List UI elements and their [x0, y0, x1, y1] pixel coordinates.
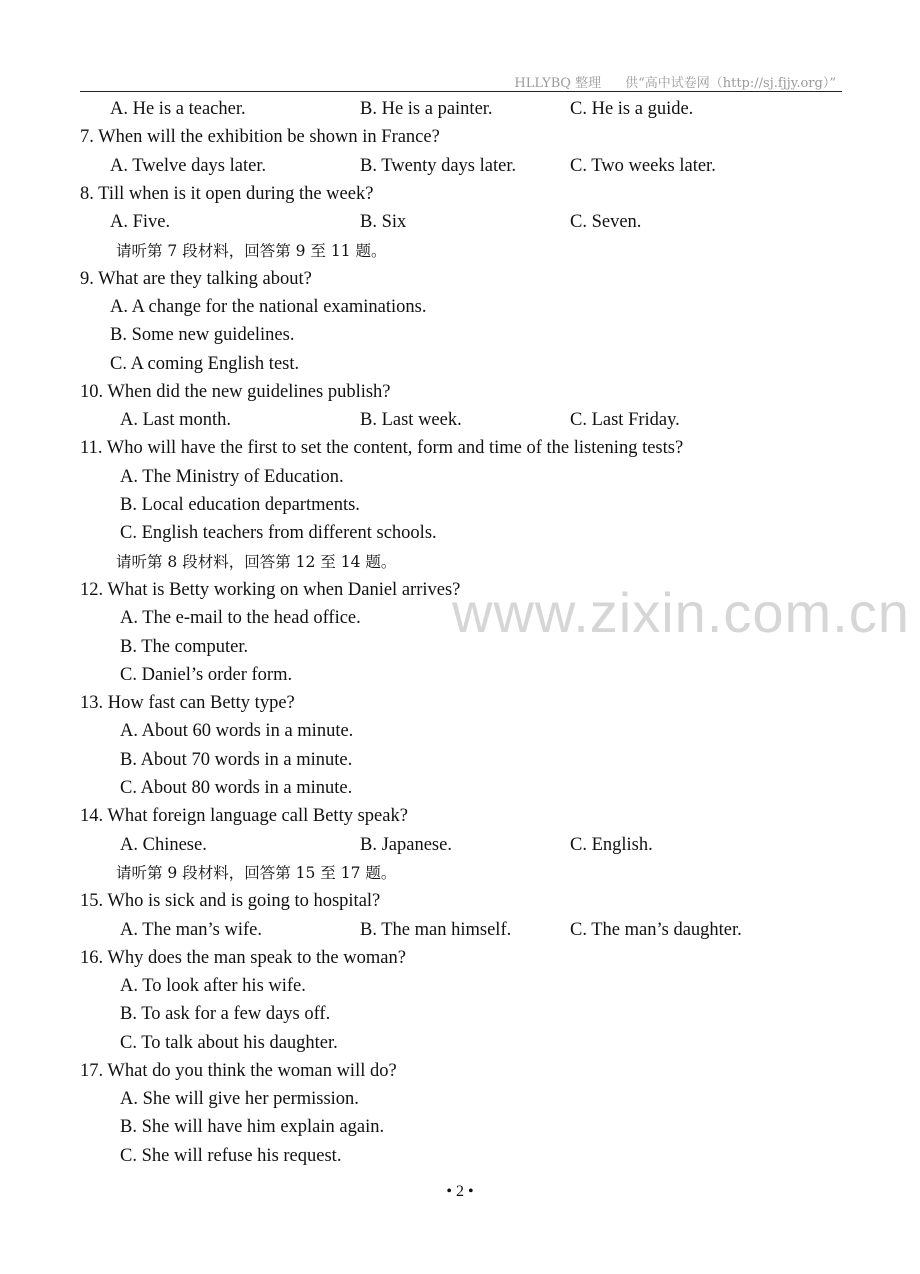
- question-16: 16. Why does the man speak to the woman?: [80, 948, 406, 968]
- q15-option-c: C. The man’s daughter.: [570, 920, 742, 940]
- q6-option-a: A. He is a teacher.: [110, 99, 246, 119]
- question-9: 9. What are they talking about?: [80, 269, 312, 289]
- q13-option-c: C. About 80 words in a minute.: [120, 778, 353, 798]
- watermark: www.zixin.com.cn: [452, 581, 910, 644]
- section-8-instruction: 请听第 8 段材料，回答第 12 至 14 题。: [116, 553, 397, 571]
- q13-option-a: A. About 60 words in a minute.: [120, 721, 354, 741]
- q9-option-b: B. Some new guidelines.: [110, 325, 295, 345]
- q14-option-a: A. Chinese.: [120, 835, 207, 855]
- q14-option-b: B. Japanese.: [360, 835, 452, 855]
- header-rule: [80, 91, 842, 92]
- q15-option-a: A. The man’s wife.: [120, 920, 262, 940]
- q12-option-b: B. The computer.: [120, 637, 249, 657]
- q13-option-b: B. About 70 words in a minute.: [120, 750, 353, 770]
- question-13: 13. How fast can Betty type?: [80, 693, 295, 713]
- q10-option-c: C. Last Friday.: [570, 410, 680, 430]
- question-14: 14. What foreign language call Betty speak?: [80, 806, 408, 826]
- question-11: 11. Who will have the first to set the content, form and time of the listening tests?: [80, 438, 684, 458]
- q8-option-c: C. Seven.: [570, 212, 642, 232]
- q17-option-b: B. She will have him explain again.: [120, 1117, 385, 1137]
- question-15: 15. Who is sick and is going to hospital?: [80, 891, 381, 911]
- q12-option-a: A. The e-mail to the head office.: [120, 608, 361, 628]
- q11-option-b: B. Local education departments.: [120, 495, 360, 515]
- q10-option-a: A. Last month.: [120, 410, 231, 430]
- q17-option-c: C. She will refuse his request.: [120, 1146, 342, 1166]
- q14-option-c: C. English.: [570, 835, 653, 855]
- question-12: 12. What is Betty working on when Daniel arrives?: [80, 580, 461, 600]
- header-left-text: HLLYBQ 整理: [514, 76, 602, 91]
- page-number: • 2 •: [446, 1183, 474, 1200]
- q16-option-a: A. To look after his wife.: [120, 976, 306, 996]
- q6-option-c: C. He is a guide.: [570, 99, 694, 119]
- q16-option-b: B. To ask for a few days off.: [120, 1004, 331, 1024]
- section-9-instruction: 请听第 9 段材料，回答第 15 至 17 题。: [116, 864, 397, 882]
- q10-option-b: B. Last week.: [360, 410, 462, 430]
- q8-option-b: B. Six: [360, 212, 407, 232]
- question-17: 17. What do you think the woman will do?: [80, 1061, 397, 1081]
- q8-option-a: A. Five.: [110, 212, 171, 232]
- question-8: 8. Till when is it open during the week?: [80, 184, 374, 204]
- q7-option-a: A. Twelve days later.: [110, 156, 267, 176]
- q15-option-b: B. The man himself.: [360, 920, 512, 940]
- q9-option-a: A. A change for the national examinations.: [110, 297, 427, 317]
- q11-option-a: A. The Ministry of Education.: [120, 467, 344, 487]
- question-10: 10. When did the new guidelines publish?: [80, 382, 391, 402]
- question-7: 7. When will the exhibition be shown in France?: [80, 127, 440, 147]
- header-right-text: 供“高中试卷网（http://sj.fjjy.org）”: [625, 76, 836, 91]
- q12-option-c: C. Daniel’s order form.: [120, 665, 293, 685]
- page-header: [514, 72, 836, 91]
- q16-option-c: C. To talk about his daughter.: [120, 1033, 338, 1053]
- q11-option-c: C. English teachers from different schools.: [120, 523, 437, 543]
- q6-option-b: B. He is a painter.: [360, 99, 493, 119]
- q7-option-c: C. Two weeks later.: [570, 156, 716, 176]
- q9-option-c: C. A coming English test.: [110, 354, 300, 374]
- q17-option-a: A. She will give her permission.: [120, 1089, 359, 1109]
- q7-option-b: B. Twenty days later.: [360, 156, 517, 176]
- section-7-instruction: 请听第 7 段材料，回答第 9 至 11 题。: [116, 242, 387, 260]
